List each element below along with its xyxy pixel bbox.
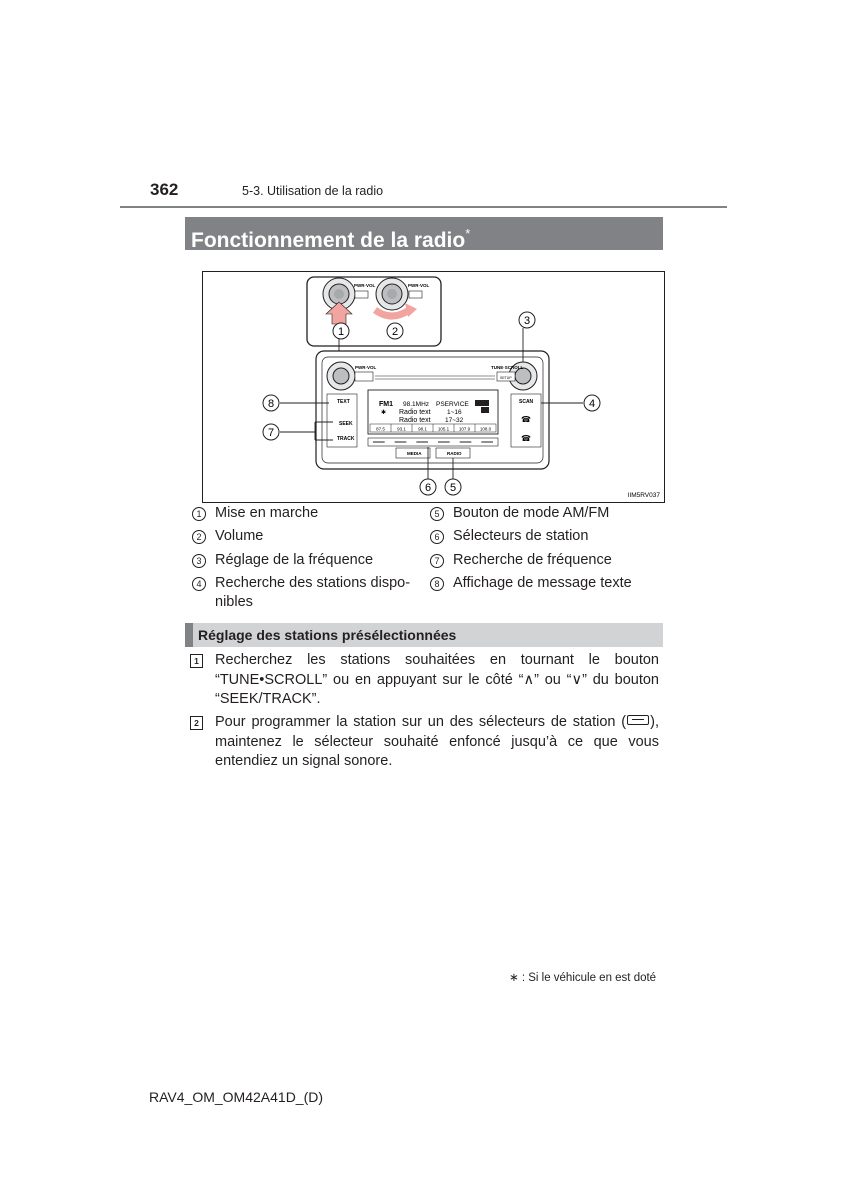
scan-button-label: SCAN	[519, 399, 534, 405]
inset-pwr-label-2: PWR·VOL	[408, 283, 430, 288]
track-button-label: TRACK	[337, 436, 355, 442]
legend-text-3: Réglage de la fréquence	[215, 552, 374, 568]
legend-num-4: 4	[192, 577, 206, 591]
legend-num-2: 2	[192, 530, 206, 544]
footnote: ∗ : Si le véhicule en est doté	[509, 972, 657, 984]
title-footnote-mark: *	[465, 226, 471, 241]
text-button-label: TEXT	[337, 399, 350, 405]
display-line-2: Radio text	[399, 409, 431, 416]
display-line-2-value: 1~16	[447, 409, 462, 416]
radio-button-label: RADIO	[447, 451, 462, 456]
step-2-text-before: Pour programmer la station sur un des sélecteurs de station (	[215, 714, 627, 730]
legend-item-1	[192, 504, 420, 523]
step-number-2: 2	[190, 716, 203, 730]
display-frequency: 98.1MHz	[403, 401, 430, 408]
radio-illustration	[203, 272, 664, 502]
page-title	[185, 217, 663, 250]
callout-1: 1	[337, 326, 345, 338]
phone-pickup-icon: ☎	[521, 415, 531, 424]
display-signal-icon: ✱	[381, 409, 387, 416]
step-2	[190, 713, 659, 772]
page-number: 362	[150, 180, 179, 199]
step-text-1: Recherchez les stations souhaitées en tournant le bouton “TUNE•SCROLL” ou en appuyant sur le côté “∧” ou “∨” du bouton “SEEK/TRACK”.	[215, 652, 659, 707]
tune-scroll-label: TUNE·SCROLL	[491, 365, 524, 370]
legend-num-1: 1	[192, 507, 206, 521]
head-unit	[316, 351, 549, 469]
callout-6: 6	[424, 482, 432, 494]
display-preset-3: 98.1	[418, 426, 427, 432]
legend-item-3	[192, 551, 420, 570]
section-label: 5-3. Utilisation de la radio	[242, 184, 384, 198]
legend-item-7	[430, 551, 658, 570]
media-button-label: MEDIA	[407, 451, 422, 456]
footer-code: RAV4_OM_OM42A41D_(D)	[149, 1089, 324, 1105]
callout-7: 7	[267, 427, 275, 439]
callout-4: 4	[588, 398, 596, 410]
radio-display	[368, 390, 498, 434]
callout-3: 3	[523, 315, 531, 327]
legend-text-6: Sélecteurs de station	[453, 528, 589, 544]
legend-text-5: Bouton de mode AM/FM	[453, 505, 610, 521]
display-preset-1: 87.5	[376, 426, 385, 432]
step-text-2	[215, 713, 659, 772]
display-preset-2: 93.1	[397, 426, 406, 432]
legend-num-3: 3	[192, 554, 206, 568]
inset-knob-right	[376, 278, 408, 310]
setup-label: SETUP	[500, 376, 512, 380]
callout-5: 5	[449, 482, 457, 494]
page-title-text: Fonctionnement de la radio	[191, 229, 466, 252]
legend-item-2	[192, 527, 420, 546]
seek-button-label: SEEK	[339, 421, 353, 427]
display-preset-4: 105.1	[437, 426, 450, 432]
legend-num-8: 8	[430, 577, 444, 591]
legend-item-8	[430, 574, 658, 593]
legend-item-6	[430, 527, 658, 546]
legend-num-6: 6	[430, 530, 444, 544]
legend-text-1: Mise en marche	[215, 505, 319, 521]
preset-button-icon	[627, 715, 649, 725]
callout-2: 2	[391, 326, 399, 338]
radio-figure	[202, 271, 665, 503]
step-2-text-after: ), maintenez le sélecteur souhaité enfoncé jusqu’à ce que vous entendiez un signal sonore.	[215, 714, 659, 769]
display-preset-6: 108.0	[479, 426, 492, 432]
legend-item-5	[430, 504, 658, 523]
pwr-vol-label: PWR·VOL	[355, 365, 377, 370]
callout-8: 8	[267, 398, 275, 410]
legend-num-7: 7	[430, 554, 444, 568]
figure-id: IIM5RV037	[627, 492, 660, 499]
step-1	[190, 651, 659, 710]
legend-num-5: 5	[430, 507, 444, 521]
display-preset-5: 107.9	[458, 426, 471, 432]
legend-text-8: Affichage de message texte	[453, 575, 632, 591]
display-band: FM1	[379, 401, 393, 408]
display-line-3-value: 17~32	[445, 417, 464, 424]
display-line-3: Radio text	[399, 417, 431, 424]
legend-text-4: Recherche des stations dispo-nibles	[215, 575, 411, 610]
display-station: PSERVICE	[436, 401, 469, 408]
legend-item-4	[192, 574, 420, 612]
legend-text-7: Recherche de fréquence	[453, 552, 612, 568]
phone-hangup-icon: ☎	[521, 434, 531, 443]
header-rule	[120, 206, 727, 208]
legend-text-2: Volume	[215, 528, 264, 544]
step-number-1: 1	[190, 654, 203, 668]
subsection-heading: Réglage des stations présélectionnées	[185, 623, 663, 647]
inset-pwr-label-1: PWR·VOL	[354, 283, 376, 288]
